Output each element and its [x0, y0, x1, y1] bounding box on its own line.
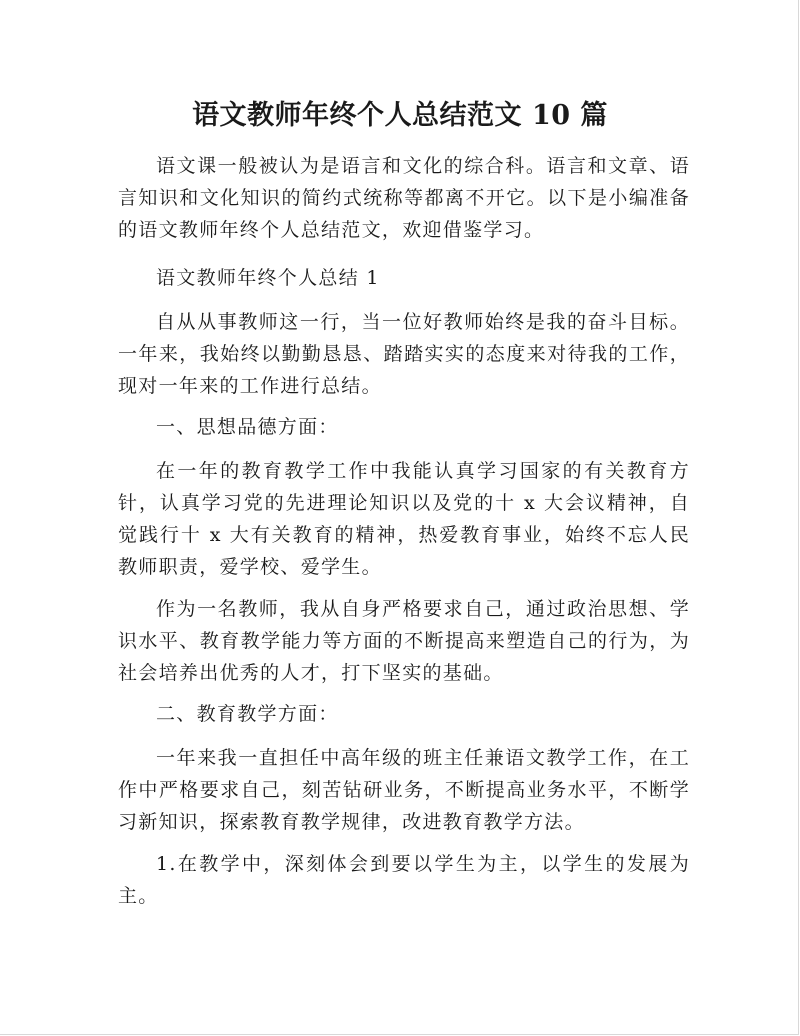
section-opening-paragraph: 自从从事教师这一行，当一位好教师始终是我的奋斗目标。一年来，我始终以勤勤恳恳、踏踏实实的态度来对待我的工作，现对一年来的工作进行总结。: [118, 311, 690, 397]
thought-paragraph: 在一年的教育教学工作中我能认真学习国家的有关教育方针，认真学习党的先进理论知识以及党的十 x 大会议精神，自觉践行十 x 大有关教育的精神，热爱教育事业，始终不忘人民教师职责，爱学校、爱学生。: [118, 460, 690, 578]
list-item: 1.在教学中，深刻体会到要以学生为主，以学生的发展为主。: [118, 853, 690, 907]
document-title: 语文教师年终个人总结范文 10 篇: [192, 100, 608, 131]
thought-heading: 一、思想品德方面：: [156, 416, 339, 438]
section-heading: 语文教师年终个人总结 1: [156, 267, 380, 289]
intro-paragraph: 语文课一般被认为是语言和文化的综合科。语言和文章、语言知识和文化知识的简约式统称等都离不开它。以下是小编准备的语文教师年终个人总结范文，欢迎借鉴学习。: [118, 155, 690, 241]
teacher-paragraph: 作为一名教师，我从自身严格要求自己，通过政治思想、学识水平、教育教学能力等方面的不断提高来塑造自己的行为，为社会培养出优秀的人才，打下坚实的基础。: [118, 598, 690, 684]
teaching-heading: 二、教育教学方面：: [156, 703, 339, 725]
teaching-paragraph: 一年来我一直担任中高年级的班主任兼语文教学工作，在工作中严格要求自己，刻苦钻研业务，不断提高业务水平，不断学习新知识，探索教育教学规律，改进教育教学方法。: [118, 747, 690, 833]
